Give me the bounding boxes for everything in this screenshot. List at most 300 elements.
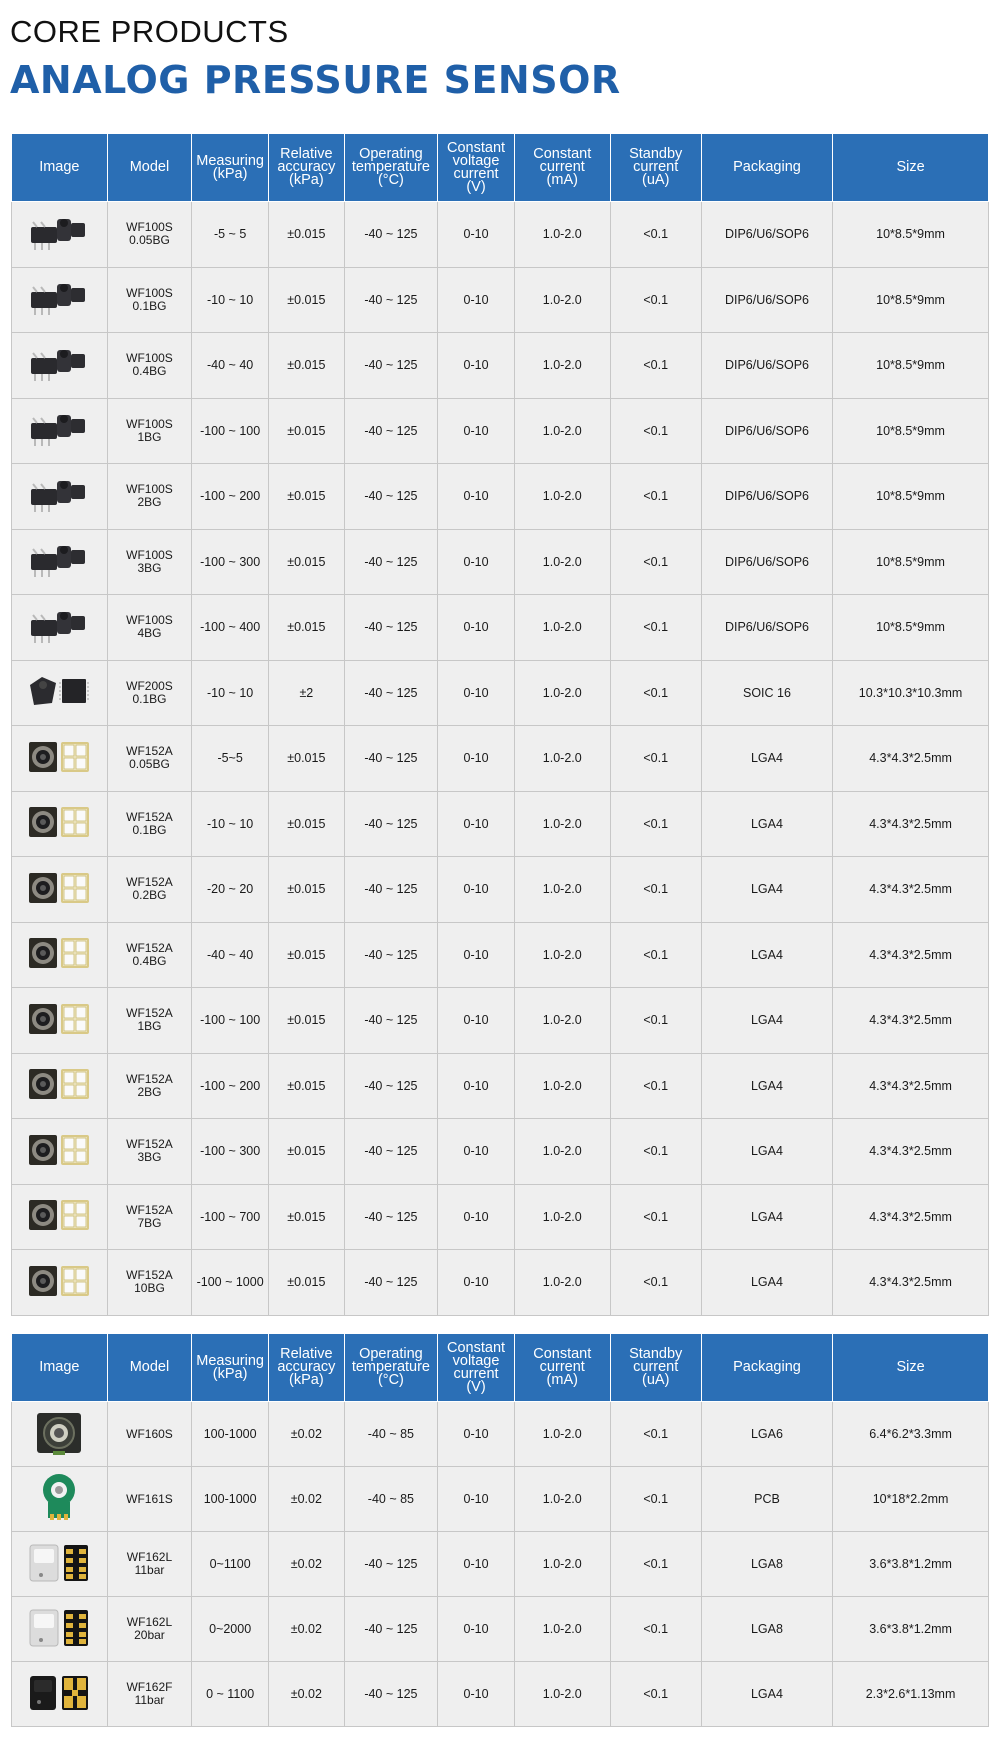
model-line: 0.2BG — [132, 888, 167, 903]
column-header-line: current — [539, 159, 585, 175]
column-header-temperature — [344, 134, 437, 202]
cell-voltage: 0-10 — [438, 726, 515, 792]
cell-size: 4.3*4.3*2.5mm — [833, 1184, 989, 1250]
column-header-line: Operating — [359, 1346, 423, 1362]
cell-image — [12, 1467, 108, 1532]
column-header-model — [107, 1334, 192, 1402]
cell-accuracy: ±0.015 — [269, 595, 345, 661]
table-row — [12, 267, 989, 333]
column-header-packaging — [701, 134, 832, 202]
cell-temperature: -40 ~ 125 — [344, 398, 437, 464]
cell-packaging: DIP6/U6/SOP6 — [701, 333, 832, 399]
cell-accuracy: ±0.015 — [269, 267, 345, 333]
lga-sensor-icon — [26, 1196, 92, 1237]
cell-accuracy: ±0.02 — [269, 1402, 345, 1467]
table-row — [12, 1184, 989, 1250]
cell-size: 4.3*4.3*2.5mm — [833, 791, 989, 857]
model-line: 0.4BG — [132, 364, 167, 379]
model-line: WF152A — [126, 1268, 173, 1283]
cell-measuring: 0 ~ 1100 — [192, 1662, 269, 1727]
cell-voltage: 0-10 — [438, 595, 515, 661]
cell-voltage: 0-10 — [438, 333, 515, 399]
cell-packaging: LGA6 — [701, 1402, 832, 1467]
model-line: WF100S — [126, 220, 173, 235]
cell-measuring: -100 ~ 200 — [192, 1053, 269, 1119]
table-row — [12, 922, 989, 988]
model-line: WF100S — [126, 613, 173, 628]
table-row — [12, 726, 989, 792]
cell-standby: <0.1 — [610, 1184, 701, 1250]
dip-sensor-icon — [27, 540, 91, 583]
dip-sensor-icon — [27, 475, 91, 518]
cell-model — [107, 595, 192, 661]
cell-size: 10*8.5*9mm — [833, 595, 989, 661]
cell-standby: <0.1 — [610, 595, 701, 661]
cell-measuring: -100 ~ 100 — [192, 988, 269, 1054]
model-line: WF100S — [126, 482, 173, 497]
cell-voltage: 0-10 — [438, 1119, 515, 1185]
model-line: 1BG — [137, 1019, 162, 1034]
page-title: ANALOG PRESSURE SENSOR — [10, 58, 621, 102]
cell-model — [107, 726, 192, 792]
column-header-voltage — [438, 1334, 515, 1402]
cell-size: 10*8.5*9mm — [833, 464, 989, 530]
column-header-line: Size — [896, 159, 925, 175]
cell-measuring: -5~5 — [192, 726, 269, 792]
cell-measuring: -100 ~ 100 — [192, 398, 269, 464]
model-line: 4BG — [137, 626, 162, 641]
cell-model — [107, 1402, 192, 1467]
model-line: 0.05BG — [129, 233, 170, 248]
cell-current: 1.0-2.0 — [514, 464, 610, 530]
cell-size: 4.3*4.3*2.5mm — [833, 1250, 989, 1316]
cell-size: 2.3*2.6*1.13mm — [833, 1662, 989, 1727]
column-header-line: (V) — [466, 178, 486, 195]
cell-image — [12, 267, 108, 333]
column-header-line: (°C) — [377, 1372, 404, 1388]
cell-current: 1.0-2.0 — [514, 1402, 610, 1467]
model-line: WF152A — [126, 809, 173, 824]
cell-current: 1.0-2.0 — [514, 726, 610, 792]
column-header-line: temperature — [351, 1359, 430, 1375]
cell-size: 10*8.5*9mm — [833, 333, 989, 399]
table-row — [12, 791, 989, 857]
cell-voltage: 0-10 — [438, 1184, 515, 1250]
cell-accuracy: ±0.015 — [269, 922, 345, 988]
cell-packaging: DIP6/U6/SOP6 — [701, 529, 832, 595]
column-header-line: (°C) — [377, 172, 404, 188]
column-header-line: voltage — [452, 152, 500, 169]
cell-accuracy: ±0.02 — [269, 1467, 345, 1532]
cell-model — [107, 660, 192, 726]
cell-measuring: -100 ~ 1000 — [192, 1250, 269, 1316]
model-line: 2BG — [137, 495, 162, 510]
cell-image — [12, 202, 108, 268]
cell-size: 10*8.5*9mm — [833, 398, 989, 464]
model-line: 20bar — [134, 1628, 165, 1642]
cell-image — [12, 1053, 108, 1119]
cell-accuracy: ±2 — [269, 660, 345, 726]
cell-standby: <0.1 — [610, 791, 701, 857]
cell-size: 4.3*4.3*2.5mm — [833, 1119, 989, 1185]
cell-size: 4.3*4.3*2.5mm — [833, 1053, 989, 1119]
column-header-model — [107, 134, 192, 202]
cell-temperature: -40 ~ 85 — [344, 1467, 437, 1532]
lga8-sensor-icon — [26, 1607, 92, 1652]
cell-measuring: -5 ~ 5 — [192, 202, 269, 268]
model-line: WF152A — [126, 940, 173, 955]
column-header-line: (kPa) — [212, 165, 248, 182]
model-line: 0.4BG — [132, 953, 167, 968]
cell-model — [107, 922, 192, 988]
cell-accuracy: ±0.015 — [269, 988, 345, 1054]
table-row — [12, 1053, 989, 1119]
cell-image — [12, 1184, 108, 1250]
cell-measuring: -100 ~ 700 — [192, 1184, 269, 1250]
lga4-small-sensor-icon — [26, 1672, 92, 1717]
cell-accuracy: ±0.015 — [269, 726, 345, 792]
column-header-size — [833, 134, 989, 202]
column-header-line: Constant — [447, 1339, 506, 1356]
cell-voltage: 0-10 — [438, 202, 515, 268]
cell-voltage: 0-10 — [438, 922, 515, 988]
model-line: 11bar — [134, 1693, 165, 1707]
cell-accuracy: ±0.015 — [269, 398, 345, 464]
model-line: WF200S — [126, 678, 173, 693]
cell-current: 1.0-2.0 — [514, 267, 610, 333]
cell-measuring: -10 ~ 10 — [192, 660, 269, 726]
cell-standby: <0.1 — [610, 857, 701, 923]
model-line: WF162F — [126, 1680, 173, 1694]
cell-measuring: -20 ~ 20 — [192, 857, 269, 923]
column-header-line: (mA) — [546, 172, 578, 188]
cell-packaging: DIP6/U6/SOP6 — [701, 202, 832, 268]
cell-image — [12, 333, 108, 399]
column-header-line: (kPa) — [289, 1372, 324, 1388]
cell-packaging: DIP6/U6/SOP6 — [701, 464, 832, 530]
column-header-measuring — [192, 134, 269, 202]
cell-size: 10*8.5*9mm — [833, 202, 989, 268]
model-line: 3BG — [137, 1150, 162, 1165]
cell-standby: <0.1 — [610, 1467, 701, 1532]
cell-model — [107, 857, 192, 923]
table-row — [12, 660, 989, 726]
table-row — [12, 529, 989, 595]
cell-model — [107, 1597, 192, 1662]
spec-table-1 — [11, 133, 989, 1316]
cell-accuracy: ±0.02 — [269, 1662, 345, 1727]
cell-size: 4.3*4.3*2.5mm — [833, 988, 989, 1054]
cell-standby: <0.1 — [610, 202, 701, 268]
cell-standby: <0.1 — [610, 660, 701, 726]
cell-temperature: -40 ~ 125 — [344, 1053, 437, 1119]
cell-temperature: -40 ~ 125 — [344, 464, 437, 530]
lga-sensor-icon — [26, 803, 92, 844]
cell-standby: <0.1 — [610, 1597, 701, 1662]
model-line: WF162L — [126, 1550, 173, 1564]
cell-standby: <0.1 — [610, 333, 701, 399]
table-row — [12, 333, 989, 399]
table-row — [12, 398, 989, 464]
cell-size: 6.4*6.2*3.3mm — [833, 1402, 989, 1467]
cell-voltage: 0-10 — [438, 464, 515, 530]
cell-current: 1.0-2.0 — [514, 660, 610, 726]
cell-current: 1.0-2.0 — [514, 398, 610, 464]
cell-standby: <0.1 — [610, 529, 701, 595]
cell-voltage: 0-10 — [438, 267, 515, 333]
cell-model — [107, 1662, 192, 1727]
cell-packaging: LGA4 — [701, 1053, 832, 1119]
cell-voltage: 0-10 — [438, 660, 515, 726]
cell-packaging: DIP6/U6/SOP6 — [701, 398, 832, 464]
cell-temperature: -40 ~ 125 — [344, 595, 437, 661]
model-line: WF152A — [126, 744, 173, 759]
cell-current: 1.0-2.0 — [514, 1532, 610, 1597]
column-header-line: Measuring — [196, 1352, 264, 1369]
column-header-line: current — [453, 1365, 499, 1382]
cell-current: 1.0-2.0 — [514, 333, 610, 399]
column-header-line: Model — [129, 1359, 170, 1375]
cell-voltage: 0-10 — [438, 1662, 515, 1727]
cell-standby: <0.1 — [610, 398, 701, 464]
page-header — [10, 14, 621, 102]
cell-model — [107, 267, 192, 333]
table-row — [12, 1662, 989, 1727]
cell-image — [12, 988, 108, 1054]
dip-sensor-icon — [27, 344, 91, 387]
dip-sensor-icon — [27, 409, 91, 452]
table-row — [12, 1250, 989, 1316]
cell-size: 10*8.5*9mm — [833, 529, 989, 595]
column-header-line: Packaging — [733, 1359, 801, 1375]
cell-standby: <0.1 — [610, 1119, 701, 1185]
column-header-line: voltage — [452, 1352, 500, 1369]
column-header-image — [12, 1334, 108, 1402]
column-header-line: (mA) — [546, 1372, 578, 1388]
cell-temperature: -40 ~ 125 — [344, 1119, 437, 1185]
cell-temperature: -40 ~ 125 — [344, 1250, 437, 1316]
section-kicker: CORE PRODUCTS — [10, 14, 289, 49]
table-row — [12, 202, 989, 268]
table-row — [12, 595, 989, 661]
cell-model — [107, 1184, 192, 1250]
pcb-sensor-icon — [39, 1472, 79, 1527]
lga-sensor-icon — [26, 1262, 92, 1303]
model-line: WF160S — [126, 1426, 173, 1441]
column-header-line: current — [633, 1359, 679, 1375]
lga-sensor-icon — [26, 738, 92, 779]
column-header-line: Image — [39, 159, 80, 175]
cell-temperature: -40 ~ 125 — [344, 922, 437, 988]
column-header-line: Constant — [533, 1346, 592, 1362]
cell-accuracy: ±0.015 — [269, 529, 345, 595]
cell-size: 4.3*4.3*2.5mm — [833, 857, 989, 923]
column-header-line: Image — [39, 1359, 80, 1375]
column-header-line: accuracy — [277, 1359, 336, 1375]
cell-size: 10.3*10.3*10.3mm — [833, 660, 989, 726]
column-header-line: Standby — [629, 146, 683, 162]
column-header-line: (V) — [466, 1378, 486, 1395]
cell-measuring: -10 ~ 10 — [192, 267, 269, 333]
cell-size: 10*8.5*9mm — [833, 267, 989, 333]
cell-model — [107, 988, 192, 1054]
model-line: 11bar — [134, 1563, 165, 1577]
cell-temperature: -40 ~ 125 — [344, 202, 437, 268]
cell-model — [107, 1119, 192, 1185]
column-header-current — [514, 134, 610, 202]
cell-image — [12, 791, 108, 857]
model-line: 0.1BG — [132, 691, 167, 706]
column-header-line: temperature — [351, 159, 430, 175]
cell-temperature: -40 ~ 125 — [344, 1597, 437, 1662]
table-row — [12, 1467, 989, 1532]
cell-voltage: 0-10 — [438, 1597, 515, 1662]
cell-accuracy: ±0.015 — [269, 333, 345, 399]
column-header-standby — [610, 1334, 701, 1402]
cell-accuracy: ±0.015 — [269, 1184, 345, 1250]
table-header-row — [12, 1334, 989, 1402]
cell-measuring: -100 ~ 200 — [192, 464, 269, 530]
model-line: WF161S — [126, 1491, 173, 1506]
column-header-line: (uA) — [642, 1372, 670, 1388]
column-header-line: accuracy — [277, 159, 336, 175]
cell-image — [12, 464, 108, 530]
cell-measuring: 0~2000 — [192, 1597, 269, 1662]
cell-temperature: -40 ~ 125 — [344, 726, 437, 792]
cell-current: 1.0-2.0 — [514, 1662, 610, 1727]
cell-model — [107, 791, 192, 857]
cell-model — [107, 529, 192, 595]
model-line: WF162L — [126, 1615, 173, 1629]
cell-model — [107, 1053, 192, 1119]
dip-sensor-icon — [27, 213, 91, 256]
cell-standby: <0.1 — [610, 464, 701, 530]
cell-image — [12, 398, 108, 464]
cell-packaging: LGA4 — [701, 922, 832, 988]
cell-packaging: LGA4 — [701, 726, 832, 792]
column-header-accuracy — [269, 134, 345, 202]
cell-measuring: 100-1000 — [192, 1402, 269, 1467]
cell-size: 4.3*4.3*2.5mm — [833, 922, 989, 988]
cell-packaging: LGA8 — [701, 1532, 832, 1597]
lga-sensor-icon — [26, 1000, 92, 1041]
cell-voltage: 0-10 — [438, 398, 515, 464]
cell-temperature: -40 ~ 125 — [344, 333, 437, 399]
cell-temperature: -40 ~ 125 — [344, 988, 437, 1054]
cell-measuring: -40 ~ 40 — [192, 922, 269, 988]
cell-voltage: 0-10 — [438, 1402, 515, 1467]
cell-model — [107, 333, 192, 399]
cell-image — [12, 1250, 108, 1316]
cell-measuring: 100-1000 — [192, 1467, 269, 1532]
lga-sensor-icon — [26, 1065, 92, 1106]
table-row — [12, 1119, 989, 1185]
cell-standby: <0.1 — [610, 988, 701, 1054]
table-row — [12, 1532, 989, 1597]
cell-temperature: -40 ~ 125 — [344, 660, 437, 726]
cell-temperature: -40 ~ 85 — [344, 1402, 437, 1467]
column-header-image — [12, 134, 108, 202]
cell-packaging: LGA4 — [701, 1119, 832, 1185]
column-header-line: (uA) — [642, 172, 670, 188]
model-line: WF152A — [126, 1071, 173, 1086]
cell-image — [12, 857, 108, 923]
cell-accuracy: ±0.015 — [269, 791, 345, 857]
cell-packaging: LGA4 — [701, 857, 832, 923]
cell-measuring: -100 ~ 300 — [192, 529, 269, 595]
cell-measuring: -100 ~ 400 — [192, 595, 269, 661]
cell-standby: <0.1 — [610, 1532, 701, 1597]
column-header-measuring — [192, 1334, 269, 1402]
cell-temperature: -40 ~ 125 — [344, 857, 437, 923]
cell-standby: <0.1 — [610, 1402, 701, 1467]
table-header-row — [12, 134, 989, 202]
cell-model — [107, 202, 192, 268]
cell-current: 1.0-2.0 — [514, 857, 610, 923]
column-header-voltage — [438, 134, 515, 202]
cell-current: 1.0-2.0 — [514, 922, 610, 988]
cell-temperature: -40 ~ 125 — [344, 1662, 437, 1727]
column-header-line: current — [453, 165, 499, 182]
cell-accuracy: ±0.015 — [269, 857, 345, 923]
model-line: WF100S — [126, 547, 173, 562]
column-header-line: Model — [129, 159, 170, 175]
model-line: WF152A — [126, 1202, 173, 1217]
cell-temperature: -40 ~ 125 — [344, 1532, 437, 1597]
cell-voltage: 0-10 — [438, 857, 515, 923]
cell-packaging: SOIC 16 — [701, 660, 832, 726]
cell-packaging: DIP6/U6/SOP6 — [701, 595, 832, 661]
column-header-line: Packaging — [733, 159, 801, 175]
column-header-accuracy — [269, 1334, 345, 1402]
cell-accuracy: ±0.02 — [269, 1532, 345, 1597]
table-row — [12, 857, 989, 923]
cell-voltage: 0-10 — [438, 1532, 515, 1597]
table-row — [12, 1402, 989, 1467]
dip-sensor-icon — [27, 278, 91, 321]
cell-current: 1.0-2.0 — [514, 1184, 610, 1250]
cell-measuring: -40 ~ 40 — [192, 333, 269, 399]
cell-packaging: LGA4 — [701, 988, 832, 1054]
model-line: WF152A — [126, 1137, 173, 1152]
cell-packaging: LGA4 — [701, 791, 832, 857]
cell-size: 3.6*3.8*1.2mm — [833, 1597, 989, 1662]
table-row — [12, 988, 989, 1054]
cell-image — [12, 595, 108, 661]
cell-temperature: -40 ~ 125 — [344, 791, 437, 857]
column-header-size — [833, 1334, 989, 1402]
cell-current: 1.0-2.0 — [514, 202, 610, 268]
column-header-line: Measuring — [196, 152, 264, 169]
cell-voltage: 0-10 — [438, 1250, 515, 1316]
cell-current: 1.0-2.0 — [514, 791, 610, 857]
cell-voltage: 0-10 — [438, 1053, 515, 1119]
cell-image — [12, 1532, 108, 1597]
cell-packaging: PCB — [701, 1467, 832, 1532]
cell-accuracy: ±0.015 — [269, 202, 345, 268]
cell-standby: <0.1 — [610, 1662, 701, 1727]
column-header-standby — [610, 134, 701, 202]
spec-table-2 — [11, 1333, 989, 1727]
model-line: 1BG — [137, 429, 162, 444]
model-line: 0.05BG — [129, 757, 170, 772]
cell-size: 3.6*3.8*1.2mm — [833, 1532, 989, 1597]
lga-sensor-icon — [26, 869, 92, 910]
cell-temperature: -40 ~ 125 — [344, 267, 437, 333]
cell-accuracy: ±0.015 — [269, 1119, 345, 1185]
cell-accuracy: ±0.015 — [269, 464, 345, 530]
column-header-line: Relative — [280, 146, 333, 162]
